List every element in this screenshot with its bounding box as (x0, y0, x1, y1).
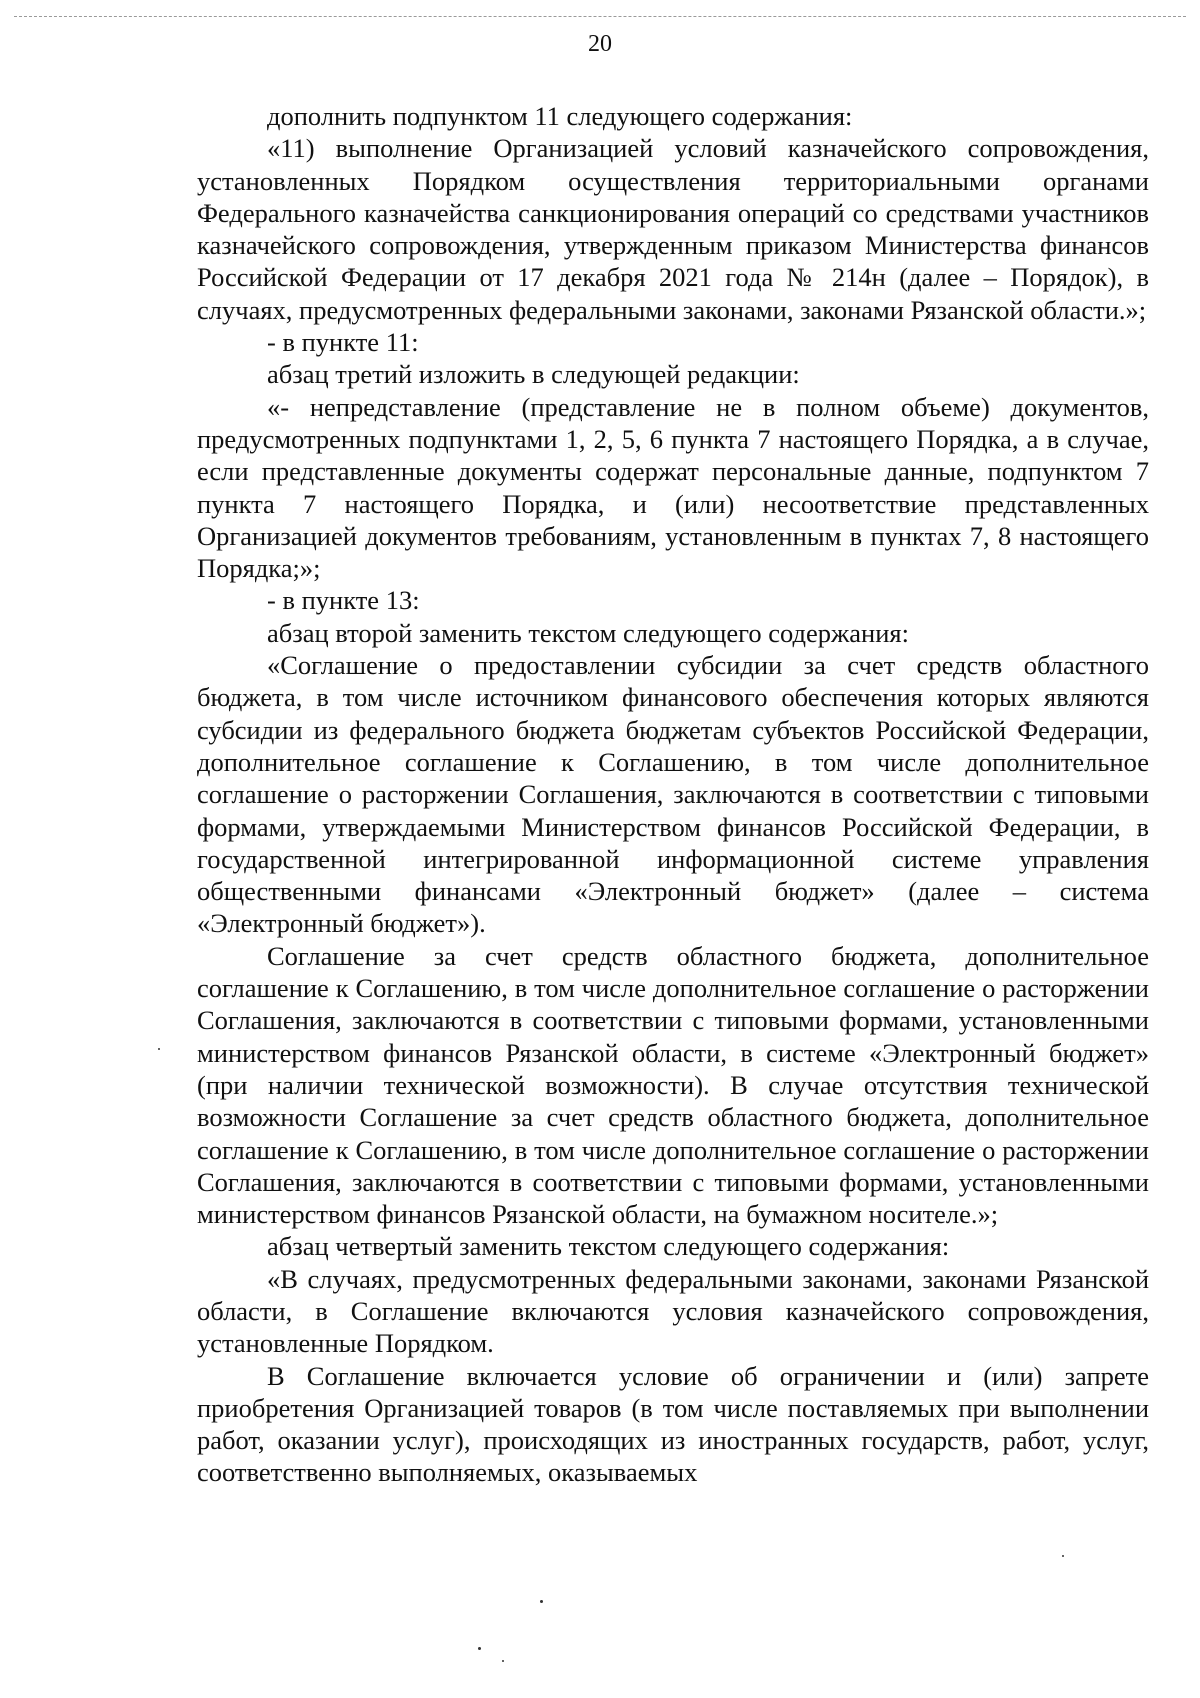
paragraph: абзац третий изложить в следующей редакции: (267, 359, 800, 390)
paragraph: «- непредставление (представление не в полном объеме) документов, предусмотренных подпунктами 1, 2, 5, 6 пункта 7 настоящего Порядка, а в случае, если представленные документы содержат персональные данные, подпунктом 7 пункта 7 настоящего Порядка, и (или) несоответствие представленных Организацией документов требованиям, установленным в пунктах 7, 8 настоящего Порядка;»; (197, 391, 1149, 584)
paragraph: Соглашение за счет средств областного бюджета, дополнительное соглашение к Соглашению, в том числе дополнительное соглашение о расторжении Соглашения, заключаются в соответствии с типовыми формами, установленными министерством финансов Рязанской области, в системе «Электронный бюджет» (при наличии технической возможности). В случае отсутствия технической возможности Соглашение за счет средств областного бюджета, дополнительное соглашение к Соглашению, в том числе дополнительное соглашение о расторжении Соглашения, заключаются в соответствии с типовыми формами, установленными министерством финансов Рязанской области, на бумажном носителе.»; (197, 940, 1149, 1230)
scan-speck (158, 1048, 160, 1050)
paragraph: В Соглашение включается условие об ограничении и (или) запрете приобретения Организацией товаров (в том числе поставляемых при выполнении работ, оказании услуг), происходящих из иностранных государств, работ, услуг, соответственно выполняемых, оказываемых (197, 1360, 1149, 1488)
paragraph: - в пункте 11: (267, 327, 419, 358)
paragraph: «В случаях, предусмотренных федеральными законами, законами Рязанской области, в Соглашение включаются условия казначейского сопровождения, установленные Порядком. (197, 1263, 1149, 1359)
paragraph: «11) выполнение Организацией условий казначейского сопровождения, установленных Порядком осуществления территориальными органами Федерального казначейства санкционирования операций со средствами участников казначейского сопровождения, утвержденным приказом Министерства финансов Российской Федерации от 17 декабря 2021 года № 214н (далее – Порядок), в случаях, предусмотренных федеральными законами, законами Рязанской области.»; (197, 133, 1149, 325)
paragraph: «Соглашение о предоставлении субсидии за счет средств областного бюджета, в том числе источником финансового обеспечения которых являются субсидии из федерального бюджета бюджетам субъектов Российской Федерации, дополнительное соглашение к Соглашению, в том числе дополнительное соглашение о расторжении Соглашения, заключаются в соответствии с типовыми формами, утверждаемыми Министерством финансов Российской Федерации, в государственной интегрированной информационной системе управления общественными финансами «Электронный бюджет» (далее – система «Электронный бюджет»). (197, 650, 1149, 939)
scan-speck (478, 1647, 481, 1650)
scan-edge-line (14, 16, 1186, 17)
paragraph: дополнить подпунктом 11 следующего содержания: (267, 101, 853, 131)
scan-speck (1062, 1555, 1064, 1557)
document-body (197, 100, 1149, 1489)
page-number: 20 (588, 31, 612, 57)
paragraph: абзац четвертый заменить текстом следующего содержания: (267, 1231, 950, 1262)
scan-speck (502, 1660, 504, 1662)
scan-speck (540, 1600, 543, 1603)
paragraph: абзац второй заменить текстом следующего содержания: (267, 617, 909, 648)
paragraph: - в пункте 13: (267, 585, 420, 616)
